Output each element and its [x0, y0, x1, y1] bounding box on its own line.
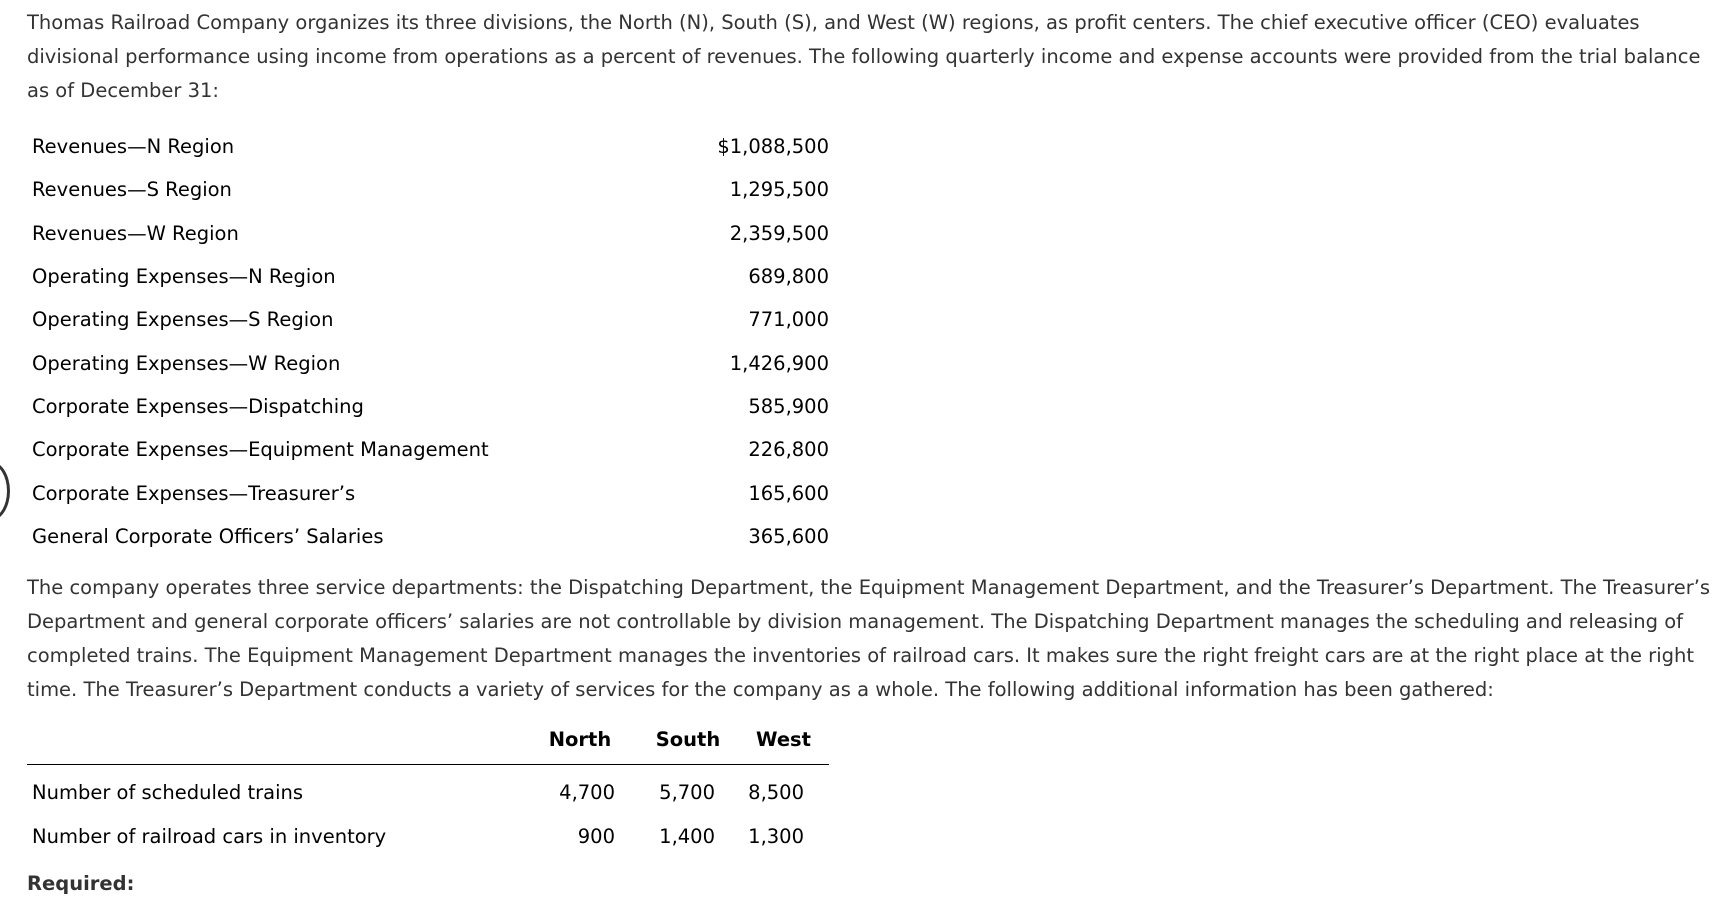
- stats-value-north: 4,700: [559, 781, 615, 805]
- intro-paragraph: Thomas Railroad Company organizes its three divisions, the North (N), South (S), and West (W) regions, as profit centers. The chief executive officer (CEO) evaluates divisional performance using income from operations as a percent of revenues. The following quarterly income and expense accounts were provided from the trial balance as of December 31:: [27, 11, 1701, 102]
- stats-value-south: 5,700: [659, 781, 715, 805]
- stats-value-south: 1,400: [659, 824, 715, 848]
- stats-value-west: 8,500: [748, 781, 804, 805]
- table-row: [27, 764, 829, 814]
- table-header-row: [27, 728, 829, 765]
- account-amount: 1,295,500: [729, 178, 829, 202]
- account-amount: 585,900: [748, 394, 829, 418]
- accounts-table: [27, 125, 829, 558]
- account-label: Operating Expenses—N Region: [32, 265, 336, 289]
- account-label: Operating Expenses—W Region: [32, 351, 341, 375]
- stats-header-blank: [27, 728, 522, 765]
- table-row: [27, 212, 829, 255]
- table-row: [27, 341, 829, 384]
- table-row: [27, 168, 829, 211]
- column-header-north: North: [522, 728, 638, 765]
- departments-paragraph: The company operates three service departments: the Dispatching Department, the Equipment Management Department, and the Treasurer’s Department. The Treasurer’s Department and general corporate officers’ salaries are not controllable by division management. The Dispatching Department manages the scheduling and releasing of completed trains. The Equipment Management Department manages the inventories of railroad cars. It makes sure the right freight cars are at the right place at the right time. The Treasurer’s Department conducts a variety of services for the company as a whole. The following additional information has been gathered:: [27, 575, 1711, 701]
- account-amount: 2,359,500: [729, 221, 829, 245]
- side-scroll-marker: [0, 461, 10, 521]
- account-amount: 226,800: [748, 438, 829, 462]
- table-row: [27, 255, 829, 298]
- account-label: Corporate Expenses—Equipment Management: [32, 438, 489, 462]
- table-row: [27, 814, 829, 858]
- account-amount: 165,600: [748, 481, 829, 505]
- account-label: General Corporate Officers’ Salaries: [32, 524, 384, 548]
- column-header-west: West: [738, 728, 829, 765]
- account-label: Revenues—N Region: [32, 135, 235, 159]
- account-amount: $1,088,500: [717, 135, 829, 159]
- account-amount: 771,000: [748, 308, 829, 332]
- account-label: Revenues—S Region: [32, 178, 232, 202]
- account-label: Corporate Expenses—Dispatching: [32, 394, 364, 418]
- problem-content: [27, 0, 1717, 895]
- stats-value-west: 1,300: [748, 824, 804, 848]
- account-amount: 365,600: [748, 524, 829, 548]
- stats-row-label: Number of scheduled trains: [32, 781, 304, 805]
- table-row: [27, 125, 829, 168]
- account-amount: 689,800: [748, 265, 829, 289]
- table-row: [27, 515, 829, 558]
- account-label: Corporate Expenses—Treasurer’s: [32, 481, 356, 505]
- stats-row-label: Number of railroad cars in inventory: [32, 824, 387, 848]
- table-row: [27, 428, 829, 471]
- table-row: [27, 385, 829, 428]
- division-stats-table: [27, 728, 829, 858]
- required-label: Required:: [27, 871, 135, 895]
- account-label: Revenues—W Region: [32, 221, 239, 245]
- stats-value-north: 900: [577, 824, 615, 848]
- account-amount: 1,426,900: [729, 351, 829, 375]
- table-row: [27, 471, 829, 514]
- column-header-south: South: [638, 728, 738, 765]
- account-label: Operating Expenses—S Region: [32, 308, 334, 332]
- table-row: [27, 298, 829, 341]
